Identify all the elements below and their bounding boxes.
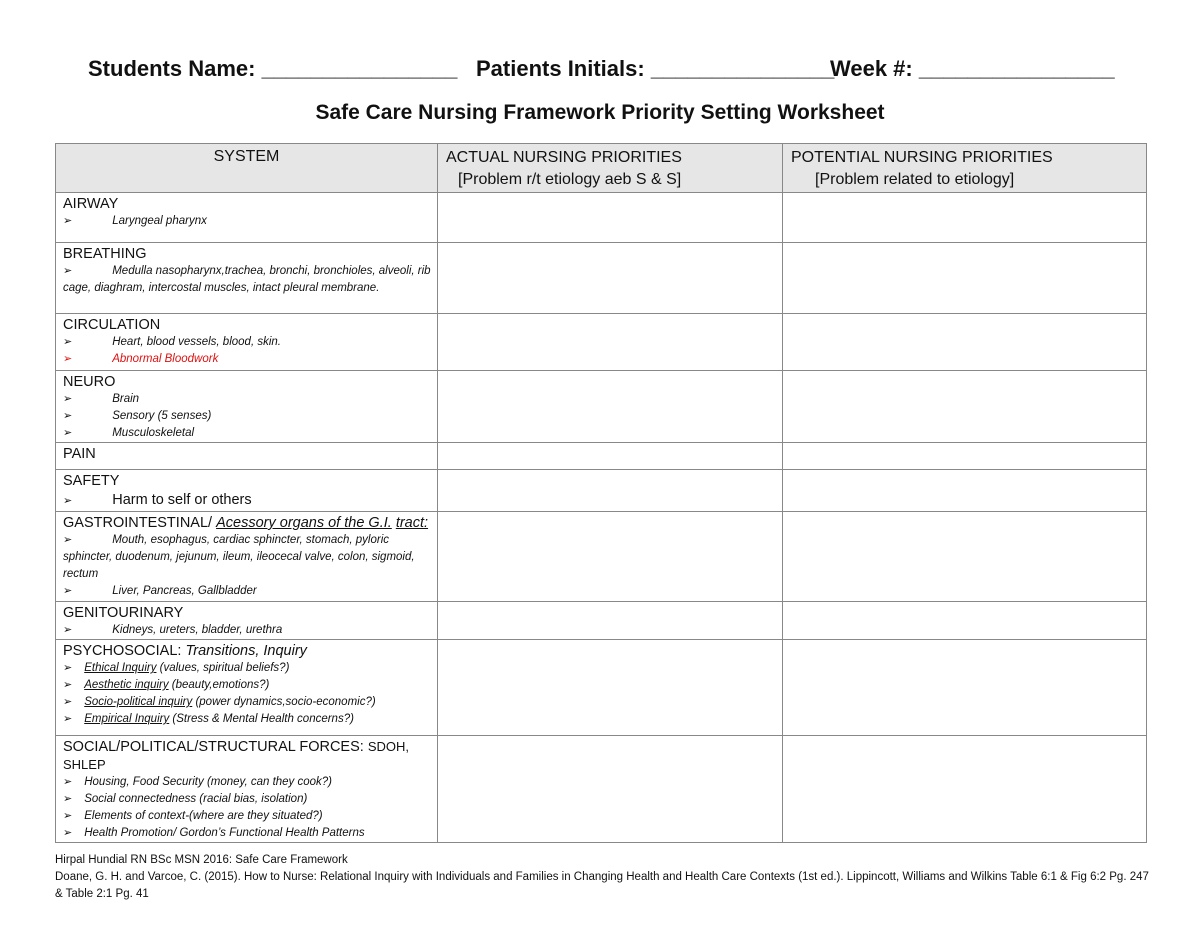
system-cell-psychosocial xyxy=(56,640,438,736)
list-item: ➢ Musculoskeletal xyxy=(63,427,195,439)
list-item: ➢ Health Promotion/ Gordon’s Functional Health Patterns xyxy=(63,827,365,839)
arrow-bullet-icon: ➢ xyxy=(63,336,73,348)
list-item: ➢ Liver, Pancreas, Gallbladder xyxy=(63,585,257,597)
list-item: ➢ Kidneys, ureters, bladder, urethra xyxy=(63,624,283,636)
potential-priority-cell[interactable] xyxy=(783,736,1147,843)
actual-priority-cell[interactable] xyxy=(438,243,783,314)
actual-priority-cell[interactable] xyxy=(438,371,783,443)
potential-priority-cell[interactable] xyxy=(783,512,1147,602)
table-header-row xyxy=(56,144,1147,193)
arrow-bullet-icon: ➢ xyxy=(63,696,73,708)
list-item: ➢ Aesthetic inquiry (beauty,emotions?) xyxy=(63,679,270,691)
actual-priorities-subtitle: [Problem r/t etiology aeb S & S] xyxy=(458,171,682,188)
category-label: GENITOURINARY xyxy=(63,605,184,621)
table-row xyxy=(56,314,1147,371)
arrow-bullet-icon: ➢ xyxy=(63,827,73,839)
list-item-highlighted: ➢ Abnormal Bloodwork xyxy=(63,353,219,365)
student-name-field[interactable]: Students Name: ________________ xyxy=(88,56,458,81)
potential-priorities-title: POTENTIAL NURSING PRIORITIES xyxy=(791,149,1053,166)
list-item: ➢ Laryngeal pharynx xyxy=(63,215,207,227)
actual-priority-cell[interactable] xyxy=(438,640,783,736)
potential-priority-cell[interactable] xyxy=(783,443,1147,470)
list-item: ➢ Sensory (5 senses) xyxy=(63,410,212,422)
system-cell-circulation xyxy=(56,314,438,371)
category-label: SAFETY xyxy=(63,473,120,489)
arrow-bullet-icon: ➢ xyxy=(63,427,73,439)
footer-credit: Hirpal Hundial RN BSc MSN 2016: Safe Care Framework xyxy=(55,854,348,866)
actual-priority-cell[interactable] xyxy=(438,736,783,843)
arrow-bullet-icon: ➢ xyxy=(63,353,73,365)
potential-priority-cell[interactable] xyxy=(783,243,1147,314)
actual-priority-cell[interactable] xyxy=(438,314,783,371)
list-item: ➢ Empirical Inquiry (Stress & Mental Health concerns?) xyxy=(63,713,354,725)
potential-priority-cell[interactable] xyxy=(783,193,1147,243)
arrow-bullet-icon: ➢ xyxy=(63,624,73,636)
category-label: AIRWAY xyxy=(63,196,119,212)
system-cell-genitourinary xyxy=(56,602,438,640)
table-row xyxy=(56,193,1147,243)
worksheet-title: Safe Care Nursing Framework Priority Setting Worksheet xyxy=(315,101,885,124)
actual-priorities-header xyxy=(438,144,783,193)
actual-priority-cell[interactable] xyxy=(438,512,783,602)
list-item: ➢ Mouth, esophagus, cardiac sphincter, stomach, pyloric sphincter, duodenum, jejunum, ileum, ileocecal valve, colon, sigmoid, rectum xyxy=(63,534,415,580)
footer-citation xyxy=(55,852,1155,903)
potential-priority-cell[interactable] xyxy=(783,640,1147,736)
arrow-bullet-icon: ➢ xyxy=(63,793,73,805)
arrow-bullet-icon: ➢ xyxy=(63,585,73,597)
arrow-bullet-icon: ➢ xyxy=(63,713,73,725)
potential-priority-cell[interactable] xyxy=(783,602,1147,640)
arrow-bullet-icon: ➢ xyxy=(63,410,73,422)
patient-initials-field[interactable]: Patients Initials: _______________ xyxy=(476,56,835,81)
arrow-bullet-icon: ➢ xyxy=(63,776,73,788)
list-item: ➢ Medulla nasopharynx,trachea, bronchi, bronchioles, alveoli, rib cage, diaghram, intercostal muscles, intact pleural membrane. xyxy=(63,265,431,294)
potential-priority-cell[interactable] xyxy=(783,371,1147,443)
arrow-bullet-icon: ➢ xyxy=(63,534,73,546)
arrow-bullet-icon: ➢ xyxy=(63,265,73,277)
table-row xyxy=(56,243,1147,314)
actual-priority-cell[interactable] xyxy=(438,602,783,640)
category-label: GASTROINTESTINAL/ Acessory organs of the G.I. tract: xyxy=(63,515,429,531)
list-item: ➢ Ethical Inquiry (values, spiritual beliefs?) xyxy=(63,662,290,674)
table-row xyxy=(56,736,1147,843)
arrow-bullet-icon: ➢ xyxy=(63,662,73,674)
potential-priorities-subtitle: [Problem related to etiology] xyxy=(815,171,1015,188)
week-number-field[interactable]: Week #: ________________ xyxy=(830,56,1115,81)
system-cell-airway xyxy=(56,193,438,243)
system-cell-social-political xyxy=(56,736,438,843)
list-item: ➢ Brain xyxy=(63,393,140,405)
table-row xyxy=(56,470,1147,512)
table-row xyxy=(56,640,1147,736)
category-label: PSYCHOSOCIAL: Transitions, Inquiry xyxy=(63,643,307,659)
system-cell-gastrointestinal xyxy=(56,512,438,602)
arrow-bullet-icon: ➢ xyxy=(63,495,73,507)
system-cell-breathing xyxy=(56,243,438,314)
system-cell-safety xyxy=(56,470,438,512)
actual-priorities-title: ACTUAL NURSING PRIORITIES xyxy=(446,149,682,166)
table-row xyxy=(56,602,1147,640)
footer-reference: Doane, G. H. and Varcoe, C. (2015). How to Nurse: Relational Inquiry with Individuals and Families in Changing Health and Health Care Contexts (1st ed.). Lippincott, Williams and Wilkins Table 6:1 & Fig 6:2 Pg. 247 & Table 2:1 Pg. 41 xyxy=(55,871,1149,900)
priority-worksheet-table xyxy=(55,143,1147,843)
potential-priority-cell[interactable] xyxy=(783,314,1147,371)
list-item: ➢ Heart, blood vessels, blood, skin. xyxy=(63,336,281,348)
system-cell-neuro xyxy=(56,371,438,443)
potential-priority-cell[interactable] xyxy=(783,470,1147,512)
system-cell-pain xyxy=(56,443,438,470)
list-item: ➢ Harm to self or others xyxy=(63,492,252,508)
actual-priority-cell[interactable] xyxy=(438,470,783,512)
list-item: ➢ Social connectedness (racial bias, isolation) xyxy=(63,793,308,805)
category-label: BREATHING xyxy=(63,246,147,262)
table-row xyxy=(56,371,1147,443)
actual-priority-cell[interactable] xyxy=(438,443,783,470)
category-label: NEURO xyxy=(63,374,116,390)
system-column-header: SYSTEM xyxy=(56,144,438,193)
potential-priorities-header xyxy=(783,144,1147,193)
list-item: ➢ Housing, Food Security (money, can they cook?) xyxy=(63,776,333,788)
category-label: CIRCULATION xyxy=(63,317,161,333)
table-row xyxy=(56,443,1147,470)
actual-priority-cell[interactable] xyxy=(438,193,783,243)
arrow-bullet-icon: ➢ xyxy=(63,215,73,227)
category-label: PAIN xyxy=(63,446,96,462)
list-item: ➢ Socio-political inquiry (power dynamics,socio-economic?) xyxy=(63,696,376,708)
table-row xyxy=(56,512,1147,602)
list-item: ➢ Elements of context-(where are they situated?) xyxy=(63,810,323,822)
arrow-bullet-icon: ➢ xyxy=(63,679,73,691)
arrow-bullet-icon: ➢ xyxy=(63,810,73,822)
category-label: SOCIAL/POLITICAL/STRUCTURAL FORCES: SDOH, SHLEP xyxy=(63,739,409,772)
arrow-bullet-icon: ➢ xyxy=(63,393,73,405)
